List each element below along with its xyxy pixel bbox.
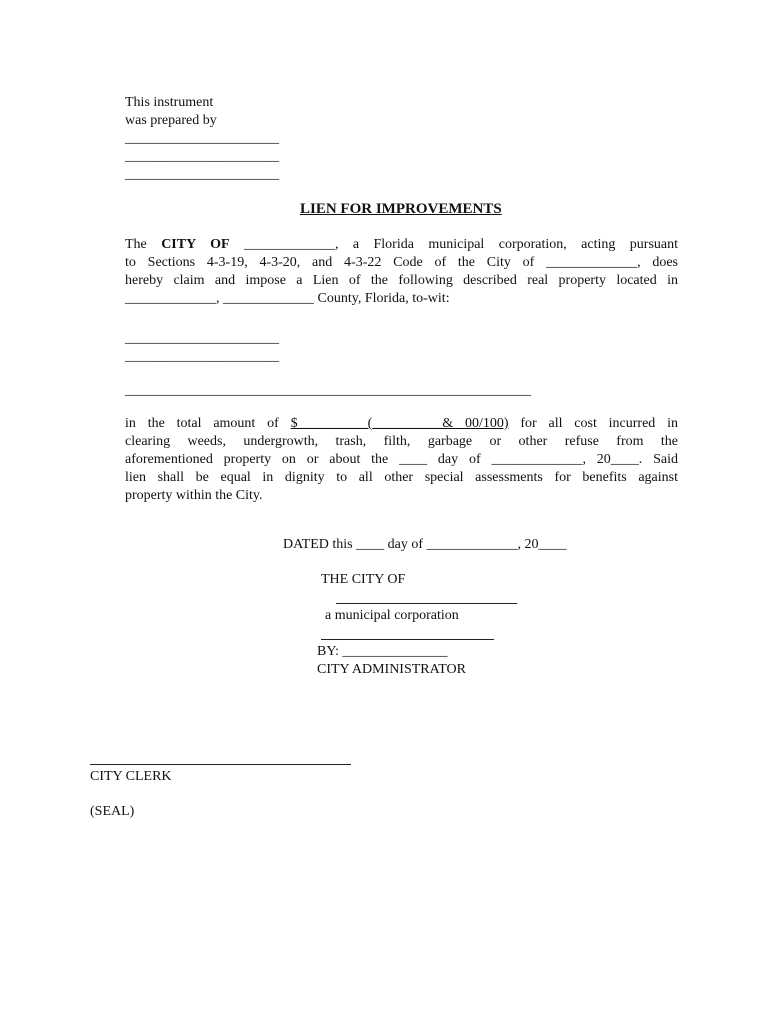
prepared-by-line-1: This instrument — [125, 95, 214, 110]
amount-paragraph-line-5: property within the City. — [125, 488, 263, 503]
preparer-blank-1: ______________________ — [125, 131, 279, 146]
dated-line: DATED this ____ day of _____________, 20____ — [283, 537, 567, 552]
amount-paragraph-line-4: lien shall be equal in dignity to all other special assessments for benefits against — [125, 470, 678, 485]
by-signature-line: BY: _______________ — [317, 644, 448, 659]
prepared-by-line-2: was prepared by — [125, 113, 217, 128]
lien-paragraph-line-4: _____________, _____________ County, Florida, to-wit: — [125, 291, 450, 306]
amount-paragraph — [125, 415, 678, 505]
legal-description-blank-1: ______________________ — [125, 331, 279, 346]
amount-paragraph-line-2: clearing weeds, undergrowth, trash, filth, garbage or other refuse from the — [125, 434, 678, 449]
legal-description-blank-2: ______________________ — [125, 349, 279, 364]
preparer-blank-3: ______________________ — [125, 167, 279, 182]
lien-paragraph-line-2: to Sections 4-3-19, 4-3-20, and 4-3-22 Code of the City of _____________, does — [125, 255, 678, 270]
lien-paragraph-line-1 — [125, 236, 678, 254]
lien-paragraph-line-3: hereby claim and impose a Lien of the following described real property located in — [125, 273, 678, 288]
municipal-corporation-label: a municipal corporation — [325, 608, 459, 623]
document-title: LIEN FOR IMPROVEMENTS — [300, 201, 502, 217]
city-clerk-signature-rule — [90, 764, 351, 765]
seal-label: (SEAL) — [90, 804, 135, 819]
amount-paragraph-line-1 — [125, 415, 678, 433]
amount-intro: in the total amount of — [125, 416, 291, 431]
text-the: The — [125, 237, 162, 252]
legal-description-long-blank: __________________________________________________________ — [125, 383, 531, 398]
city-of-bold: CITY OF — [161, 237, 230, 252]
lien-line-1-rest: _____________, a Florida municipal corporation, acting pursuant — [229, 237, 679, 252]
amount-paragraph-line-3: aforementioned property on or about the ____ day of _____________, 20____. Said — [125, 452, 678, 467]
lien-amount-blank: $__________(__________& 00/100) — [290, 416, 509, 431]
preparer-blank-2: ______________________ — [125, 149, 279, 164]
city-administrator-label: CITY ADMINISTRATOR — [317, 662, 466, 677]
amount-line-1-rest: for all cost incurred in — [508, 416, 679, 431]
city-clerk-label: CITY CLERK — [90, 769, 172, 784]
city-name-signature-rule — [336, 603, 517, 604]
city-of-signature-label: THE CITY OF — [321, 572, 406, 587]
municipal-signature-rule — [321, 639, 494, 640]
lien-paragraph — [125, 236, 678, 308]
